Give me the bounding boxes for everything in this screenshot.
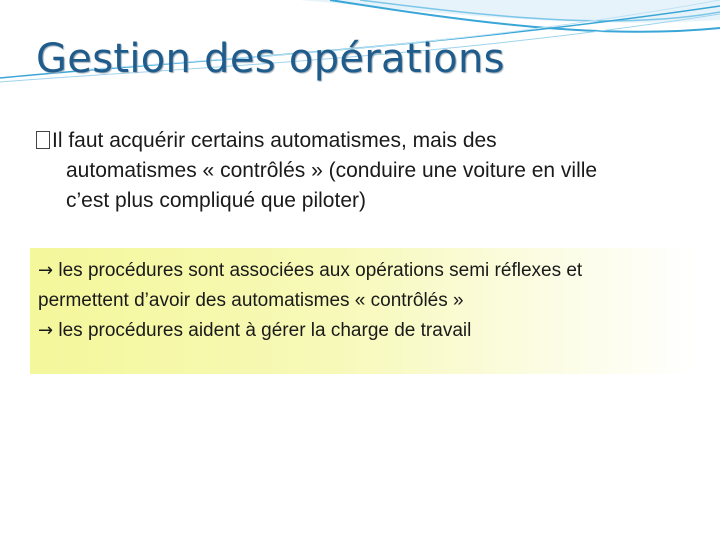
box-line-1 <box>38 256 688 286</box>
bullet-square-icon <box>36 131 50 149</box>
box-text-line-3: les procédures aident à gérer la charge de travail <box>53 320 472 341</box>
bullet-text-line-1: Il faut acquérir certains automatismes, mais des <box>52 129 497 152</box>
slide-title: Gestion des opérations <box>36 36 505 82</box>
right-arrow-icon: → <box>38 260 54 281</box>
box-line-3 <box>38 316 688 346</box>
box-text-line-2: permettent d’avoir des automatismes « contrôlés » <box>38 290 464 311</box>
highlight-text <box>38 256 688 346</box>
bullet-line-1 <box>36 126 696 156</box>
bullet-text-line-3: c’est plus compliqué que piloter) <box>66 189 366 212</box>
bullet-paragraph <box>36 126 696 216</box>
box-text-line-1: les procédures sont associées aux opérations semi réflexes et <box>53 260 583 281</box>
bullet-text-line-2: automatismes « contrôlés » (conduire une voiture en ville <box>66 159 598 182</box>
right-arrow-icon: → <box>38 320 54 341</box>
